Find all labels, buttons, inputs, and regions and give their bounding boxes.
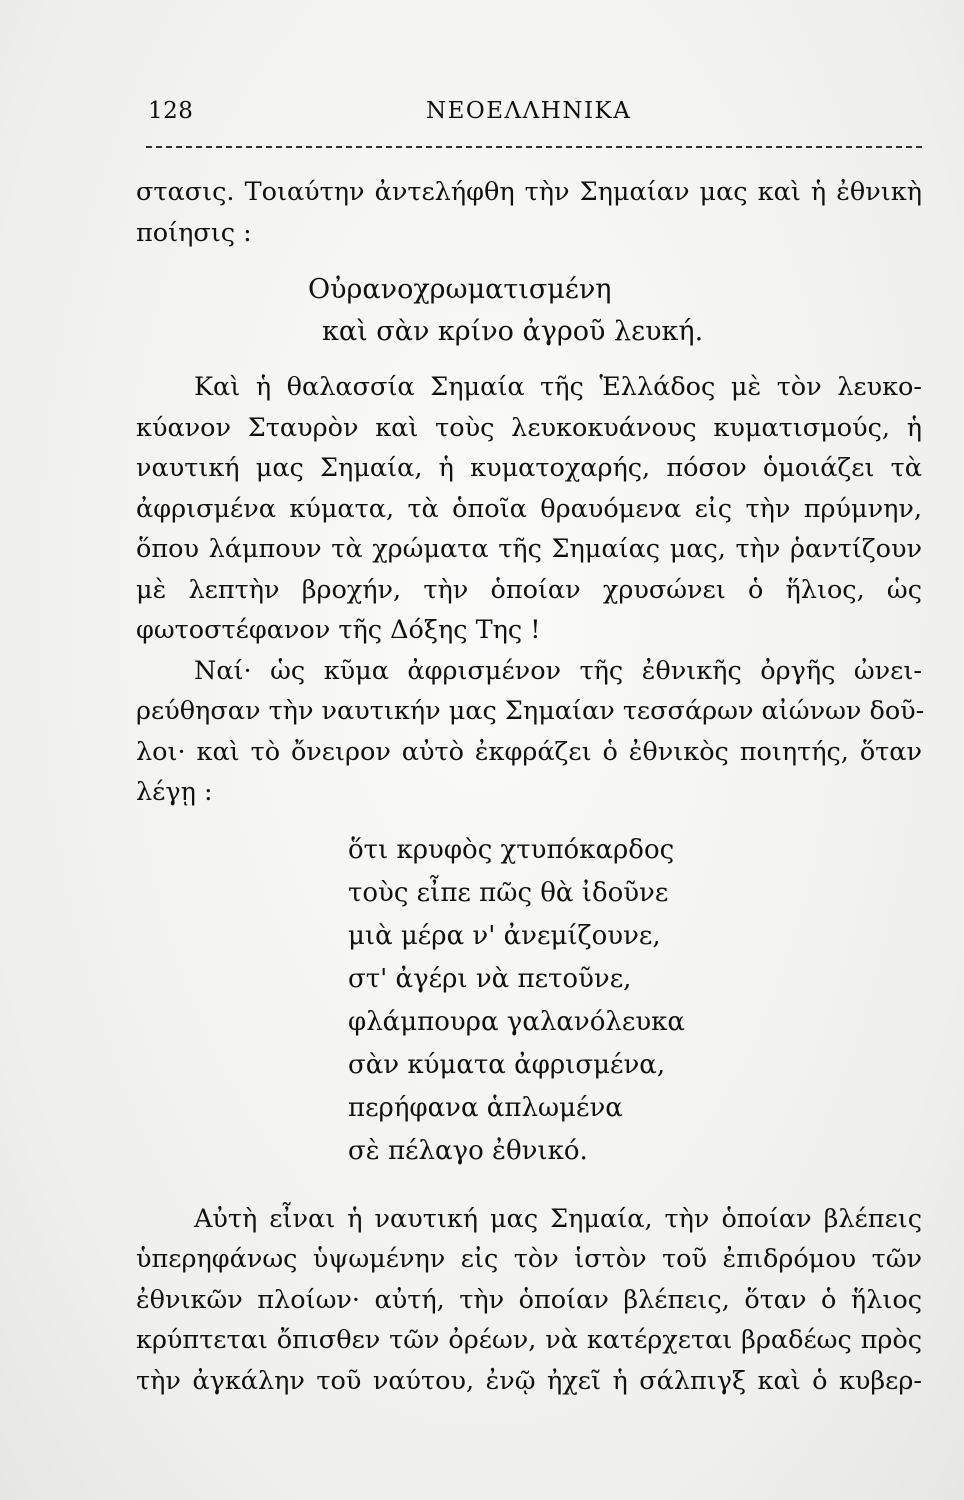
text-line: ἐθνικῶν πλοίων· αὐτή, τὴν ὁποίαν βλέπεις, ὅταν ὁ ἥλιος [136,1284,922,1315]
verse-line: στ' ἀγέρι νὰ πετοῦνε, [348,963,632,994]
text-line: μὲ λεπτὴν βροχήν, τὴν ὁποίαν χρυσώνει ὁ ἥλιος, ὡς [136,574,922,605]
verse-line: Οὐρανοχρωματισμένη [308,274,612,305]
text-line: Ναί· ὡς κῦμα ἀφρισμένον τῆς ἐθνικῆς ὀργῆς ὠνει- [194,655,922,686]
verse-line: μιὰ μέρα ν' ἀνεμίζουνε, [348,920,661,951]
verse-line: σὰν κύματα ἀφρισμένα, [348,1049,666,1080]
text-line: ὅπου λάμπουν τὰ χρώματα τῆς Σημαίας μας, τὴν ῥαντίζουν [136,534,922,564]
text-line: στασις. Τοιαύτην ἀντελήφθη τὴν Σημαίαν μας καὶ ἡ ἐθνικὴ [136,177,922,207]
header-rule [146,146,922,148]
verse-line: καὶ σὰν κρίνο ἀγροῦ λευκή. [322,316,704,347]
verse-quote-1 [308,269,922,353]
page-header [148,98,920,138]
verse-line: φλάμπουρα γαλανόλευκα [348,1006,685,1037]
verse-line: σὲ πέλαγο ἐθνικό. [348,1135,588,1166]
page-body [136,172,925,1401]
text-line: κύανον Σταυρὸν καὶ τοὺς λευκοκυάνους κυματισμούς, ἡ [136,412,922,443]
text-line: κρύπτεται ὄπισθεν τῶν ὀρέων, νὰ κατέρχεται βραδέως πρὸς [136,1325,922,1355]
verse-line: ὅτι κρυφὸς χτυπόκαρδος [348,834,675,865]
text-line: ἀφρισμένα κύματα, τὰ ὁποῖα θραυόμενα εἰς τὴν πρύμνην, [136,493,922,524]
text-line: ρεύθησαν τὴν ναυτικήν μας Σημαίαν τεσσάρων αἰώνων δοῦ- [136,696,925,726]
running-title: ΝΕΟΕΛΛΗΝΙΚΑ [426,98,632,124]
paragraph-3 [136,651,925,813]
paragraph-4 [136,1199,922,1402]
page-number: 128 [148,98,194,124]
paragraph-2 [136,367,922,651]
text-line: ὑπερηφάνως ὑψωμένην εἰς τὸν ἱστὸν τοῦ ἐπιδρόμου τῶν [136,1244,922,1274]
verse-line: τοὺς εἶπε πῶς θὰ ἰδοῦνε [348,877,669,908]
text-line: λέγῃ : [136,777,213,807]
text-line: φωτοστέφανον τῆς Δόξης Της ! [136,615,541,645]
text-line: ποίησις : [136,217,252,248]
verse-line: περήφανα ἁπλωμένα [348,1092,623,1123]
paragraph-1 [136,172,922,253]
text-line: τὴν ἀγκάλην τοῦ ναύτου, ἐνῷ ἠχεῖ ἡ σάλπιγξ καὶ ὁ κυβερ- [136,1365,922,1396]
text-line: ναυτική μας Σημαία, ἡ κυματοχαρής, πόσον ὁμοιάζει τὰ [136,453,922,483]
text-line: Αὐτὴ εἶναι ἡ ναυτική μας Σημαία, τὴν ὁποίαν βλέπεις [194,1203,922,1234]
verse-quote-2 [348,829,922,1173]
text-line: λοι· καὶ τὸ ὄνειρον αὐτὸ ἐκφράζει ὁ ἐθνικὸς ποιητής, ὅταν [136,736,922,767]
text-line: Καὶ ἡ θαλασσία Σημαία τῆς Ἑλλάδος μὲ τὸν λευκο- [194,372,922,402]
